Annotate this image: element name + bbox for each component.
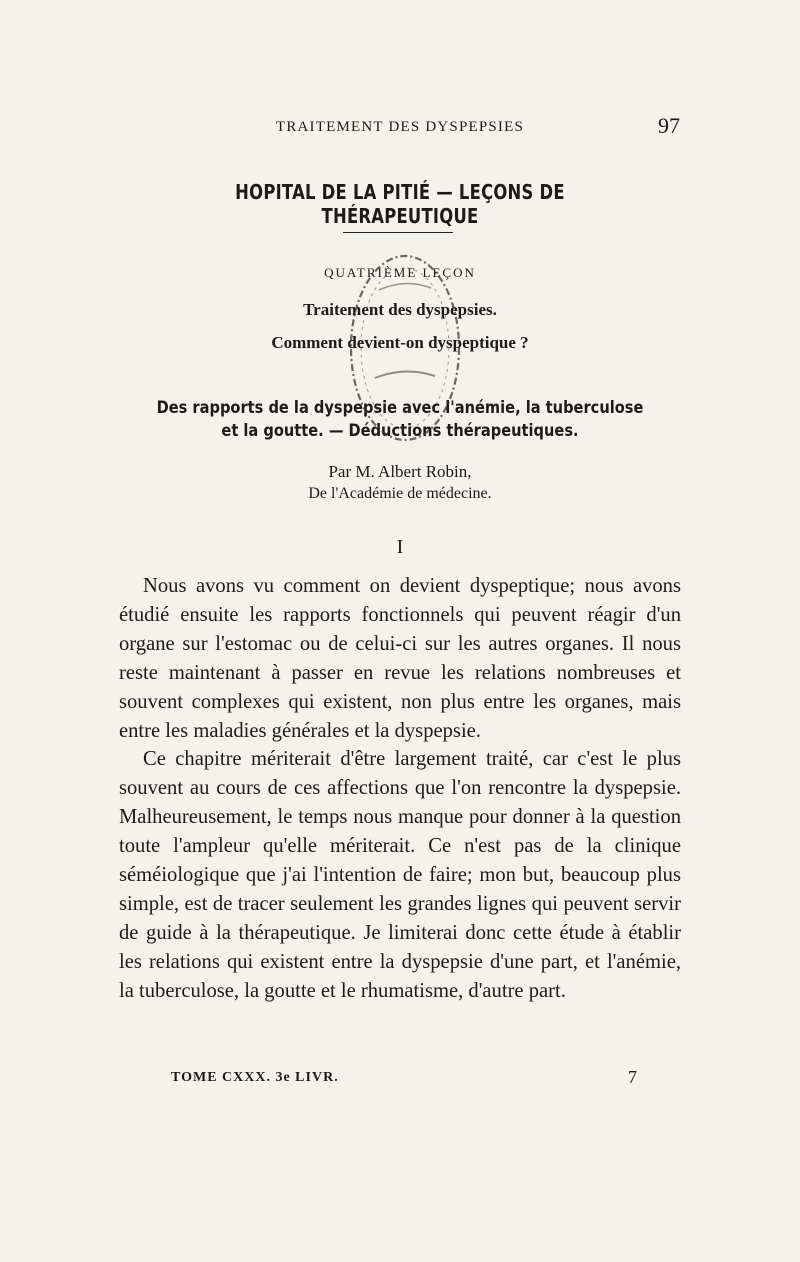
page-title: HOPITAL DE LA PITIÉ — LEÇONS DE THÉRAPEUTIQUE	[235, 180, 565, 228]
author-affiliation: De l'Académie de médecine.	[308, 485, 492, 502]
section-number: I	[396, 536, 404, 558]
paragraph: Nous avons vu comment on devient dyspeptique; nous avons étudié ensuite les rapports fonctionnels qui peuvent réagir d'un organe sur l'estomac ou de celui-ci sur les autres organes. Il nous reste maintenant à passer en revue les relations nombreuses et souvent complexes qui existent, non plus entre les organes, mais entre les maladies générales et la dyspepsie.	[119, 575, 681, 742]
lecture-topic-1: Des rapports de la dyspepsie avec l'anémie, la tuberculose	[156, 398, 644, 418]
running-title: TRAITEMENT DES DYSPEPSIES	[275, 119, 525, 135]
lecture-subtitle-2: Comment devient-on dyspeptique ?	[271, 333, 529, 352]
footer-signature: TOME CXXX. 3e LIVR.	[171, 1070, 339, 1085]
page-number: 97	[658, 113, 680, 138]
sheet-number: 7	[628, 1067, 638, 1087]
lecture-topic-2: et la goutte. — Déductions thérapeutiques.	[221, 421, 579, 441]
title-rule	[343, 232, 453, 233]
paragraph: Ce chapitre mériterait d'être largement traité, car c'est le plus souvent au cours de ces affections que l'on rencontre la dyspepsie. Malheureusement, le temps nous manque pour donner à la question toute l'ampleur qu'elle mériterait. Ce n'est pas de la clinique séméiologique que j'ai l'intention de faire; mon but, beaucoup plus simple, est de tracer seulement les grandes lignes qui peuvent servir de guide à la thérapeutique. Je limiterai donc cette étude à établir les relations qui existent entre la dyspepsie d'une part, et l'anémie, la tuberculose, la goutte et le rhumatisme, d'autre part.	[119, 748, 681, 1002]
running-head	[120, 113, 680, 141]
body-text	[119, 572, 681, 1006]
page-footer	[171, 1067, 671, 1092]
lecture-subtitle-1: Traitement des dyspepsies.	[303, 300, 497, 319]
lecture-number: QUATRIÈME LEÇON	[324, 265, 476, 280]
author-byline: Par M. Albert Robin,	[328, 462, 472, 481]
